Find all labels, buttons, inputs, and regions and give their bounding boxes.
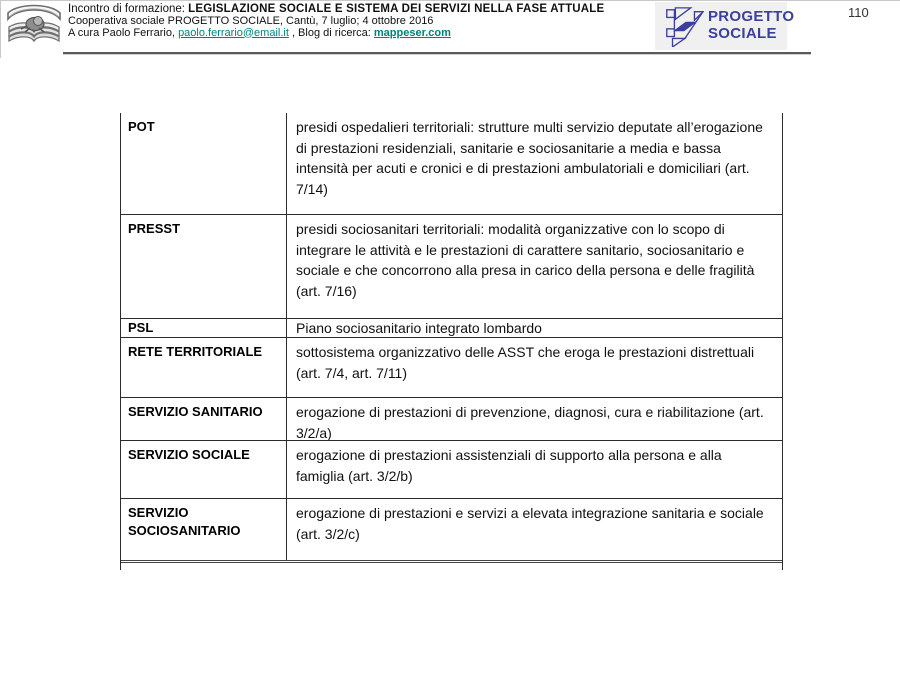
header-text-block bbox=[68, 4, 628, 38]
title-bold: LEGISLAZIONE SOCIALE E SISTEMA DEI SERVIZI NELLA FASE ATTUALE bbox=[188, 3, 605, 15]
page-top-edge bbox=[0, 0, 900, 1]
title-prefix: Incontro di formazione: bbox=[68, 3, 189, 15]
definition-cell: erogazione di prestazioni assistenziali di supporto alla persona e alla famiglia (art. 3/2/b) bbox=[296, 447, 722, 484]
table-row bbox=[121, 499, 782, 563]
definition-cell: presidi sociosanitari territoriali: modalità organizzative con lo scopo di integrare le attività e le prestazioni di carattere sanitario, sociosanitario e sociale e che concorrono alla presa in carico della persona e delle fragilità (art. 7/16) bbox=[296, 221, 755, 299]
logo-line-2: SOCIALE bbox=[708, 25, 777, 42]
definition-cell: sottosistema organizzativo delle ASST che eroga le prestazioni distrettuali (art. 7/4, art. 7/11) bbox=[296, 344, 755, 381]
definition-cell: presidi ospedalieri territoriali: strutture multi servizio deputate all’erogazione di prestazioni residenziali, sanitarie e sociosanitarie a media e bassa intensità per acuti e cronici e di prestazioni ambulatoriali e domiciliari (art. 7/14) bbox=[296, 119, 763, 197]
glossary-table bbox=[120, 113, 783, 570]
header-divider-rule bbox=[63, 52, 811, 55]
blog-link[interactable]: mappeser.com bbox=[373, 26, 451, 39]
credit-prefix: A cura Paolo Ferrario, bbox=[68, 26, 179, 39]
table-row bbox=[121, 398, 782, 441]
definition-cell: erogazione di prestazioni e servizi a elevata integrazione sanitaria e sociale (art. 3/2/c) bbox=[296, 505, 764, 542]
book-handshake-logo-icon bbox=[5, 3, 63, 49]
table-row bbox=[121, 338, 782, 398]
definition-cell: Piano sociosanitario integrato lombardo bbox=[296, 320, 542, 336]
term-cell: POT bbox=[121, 113, 287, 214]
logo-line-1: PROGETTO bbox=[708, 8, 795, 25]
definition-cell: erogazione di prestazioni di prevenzione, diagnosi, cura e riabilitazione (art. 3/2/a) bbox=[296, 404, 764, 441]
term-cell: SERVIZIO SOCIALE bbox=[121, 441, 287, 498]
training-title bbox=[68, 4, 628, 15]
term-cell: PSL bbox=[121, 319, 287, 337]
page-left-edge bbox=[0, 0, 1, 58]
credit-line bbox=[68, 28, 628, 39]
progetto-sociale-logo bbox=[655, 2, 795, 50]
progetto-sociale-mark-icon bbox=[662, 5, 704, 47]
email-link[interactable]: paolo.ferrario@email.it bbox=[178, 26, 289, 39]
term-cell: SERVIZIO SOCIOSANITARIO bbox=[121, 499, 287, 560]
table-row bbox=[121, 319, 782, 338]
term-cell: SERVIZIO SANITARIO bbox=[121, 398, 287, 440]
table-row bbox=[121, 441, 782, 499]
subtitle-line: Cooperativa sociale PROGETTO SOCIALE, Cantù, 7 luglio; 4 ottobre 2016 bbox=[68, 15, 434, 27]
term-cell: PRESST bbox=[121, 215, 287, 318]
table-row bbox=[121, 113, 782, 215]
table-row bbox=[121, 215, 782, 319]
credit-mid: , Blog di ricerca: bbox=[288, 26, 374, 39]
page-number: 110 bbox=[848, 5, 869, 20]
progetto-sociale-logo-text bbox=[708, 8, 794, 42]
term-cell: RETE TERRITORIALE bbox=[121, 338, 287, 397]
